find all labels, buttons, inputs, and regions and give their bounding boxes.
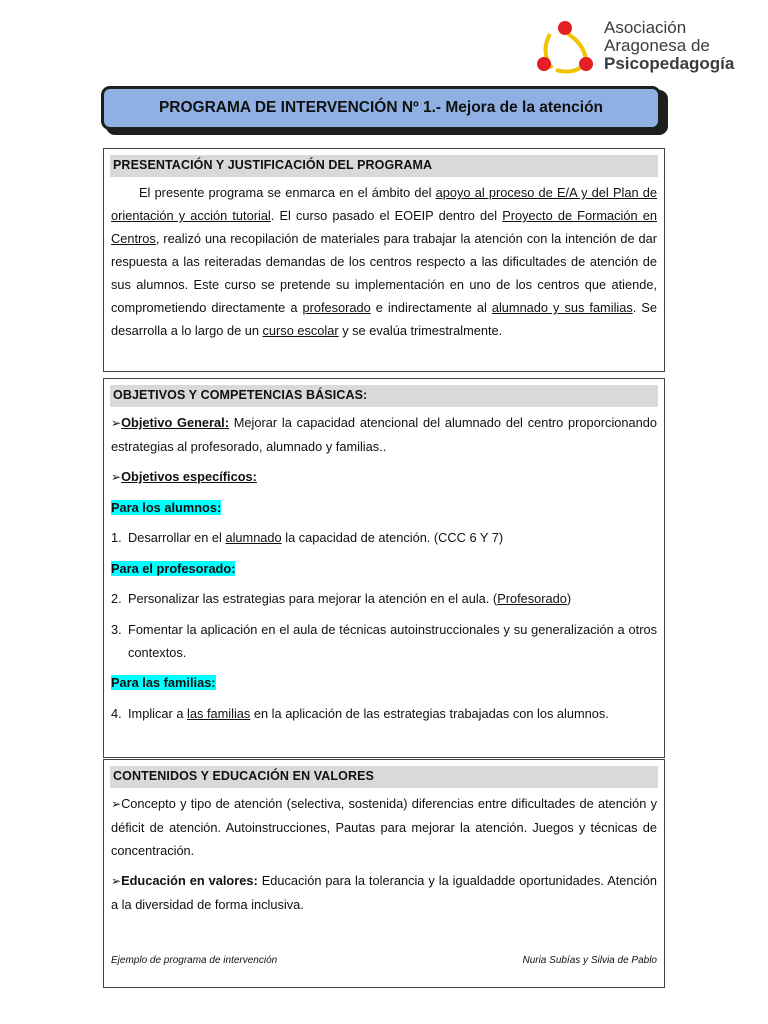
highlight-label: Para las familias:	[111, 675, 216, 690]
objetivos-especificos	[111, 465, 657, 489]
underlined-text: apoyo al proceso de E/A y del Plan de orientación y acción tutorial	[111, 185, 657, 223]
underlined-text: profesorado	[302, 300, 371, 315]
logo-line-2: Aragonesa de	[604, 36, 710, 55]
text-run: e indirectamente al	[370, 300, 492, 315]
text-run: . Se desarrolla a lo largo de un	[111, 300, 657, 338]
logo-text	[604, 19, 734, 73]
text-run: Educación para la tolerancia y la igualdadde oportunidades. Atención a la diversidad de forma inclusiva.	[111, 873, 658, 912]
highlight-label: Para el profesorado:	[111, 561, 236, 576]
logo-line-3: Psicopedagogía	[604, 54, 735, 73]
section-heading: PRESENTACIÓN Y JUSTIFICACIÓN DEL PROGRAMA	[110, 155, 658, 177]
footer-left: Ejemplo de programa de intervención	[111, 955, 278, 966]
underlined-text: Proyecto de Formación en Centros	[111, 208, 657, 246]
text-run: Implicar a	[128, 706, 188, 721]
objetivo-general	[111, 411, 657, 458]
list-item	[111, 587, 657, 610]
objetivos-especificos-label: Objetivos específicos:	[121, 469, 257, 484]
text-run: y se evalúa trimestralmente.	[338, 323, 503, 338]
profesorado-heading	[111, 557, 657, 580]
text-run: El presente programa se enmarca en el ámbito del	[139, 185, 436, 200]
list-number: 4.	[111, 706, 122, 721]
text-run: Personalizar las estrategias para mejorar la atención en el aula. (	[128, 591, 498, 606]
objetivo-general-label: Objetivo General:	[121, 415, 229, 430]
list-number: 2.	[111, 591, 122, 606]
logo-line-1: Asociación	[604, 18, 687, 37]
text-run: , realizó una recopilación de materiales para trabajar la atención con la intención de dar respuesta a las reiteradas demandas de los centros respecto a las dificultades de atención de sus alumnos. Este curso se pretende su implementación en uno de los centros que atiende, comprometiendo directamente a	[111, 231, 657, 315]
list-item	[111, 618, 657, 664]
arrow-bullet-icon: ➢	[111, 416, 122, 430]
underlined-text: alumnado y sus familias	[491, 300, 633, 315]
list-item	[111, 702, 657, 725]
underlined-text: las familias	[187, 706, 251, 721]
text-run: en la aplicación de las estrategias trabajadas con los alumnos.	[250, 706, 609, 721]
text-run: Desarrollar en el	[128, 530, 226, 545]
contenidos-paragraph	[111, 792, 657, 862]
section-heading: OBJETIVOS Y COMPETENCIAS BÁSICAS:	[110, 385, 658, 407]
presentation-paragraph	[111, 181, 657, 342]
underlined-text: curso escolar	[262, 323, 339, 338]
arrow-bullet-icon: ➢	[111, 470, 122, 484]
arrow-bullet-icon: ➢	[111, 797, 122, 811]
association-logo	[536, 18, 756, 80]
footer-right: Nuria Subías y Silvia de Pablo	[522, 955, 657, 966]
objetivo-general-text: Mejorar la capacidad atencional del alumnado del centro proporcionando estrategias al profesorado, alumnado y familias..	[111, 415, 657, 454]
text-run: Concepto y tipo de atención (selectiva, sostenida) diferencias entre dificultades de atención y déficit de atención. Autoinstrucciones, Pautas para mejorar la atención. Juegos y técnicas de concentración.	[111, 796, 657, 858]
section-objetivos	[103, 378, 665, 758]
text-run: . El curso pasado el EOEIP dentro del	[270, 208, 503, 223]
section-presentacion	[103, 148, 665, 372]
logo-emblem-icon	[536, 18, 600, 78]
list-number: 1.	[111, 530, 122, 545]
page-title: PROGRAMA DE INTERVENCIÓN Nº 1.- Mejora de la atención	[158, 99, 604, 116]
underlined-text: Profesorado	[497, 591, 567, 606]
list-number: 3.	[111, 622, 122, 637]
page-footer	[111, 955, 657, 966]
alumnos-heading	[111, 496, 657, 519]
text-run: la capacidad de atención. (CCC 6 Y 7)	[281, 530, 504, 545]
title-box	[101, 86, 661, 130]
familias-heading	[111, 671, 657, 694]
list-item	[111, 526, 657, 549]
valores-paragraph	[111, 869, 657, 916]
arrow-bullet-icon: ➢	[111, 874, 122, 888]
section-contenidos	[103, 759, 665, 988]
section-heading: CONTENIDOS Y EDUCACIÓN EN VALORES	[110, 766, 658, 788]
highlight-label: Para los alumnos:	[111, 500, 222, 515]
text-run: Fomentar la aplicación en el aula de técnicas autoinstruccionales y su generalización a otros contextos.	[128, 622, 657, 660]
valores-label: Educación en valores:	[121, 873, 258, 888]
text-run: )	[566, 591, 572, 606]
underlined-text: alumnado	[225, 530, 282, 545]
